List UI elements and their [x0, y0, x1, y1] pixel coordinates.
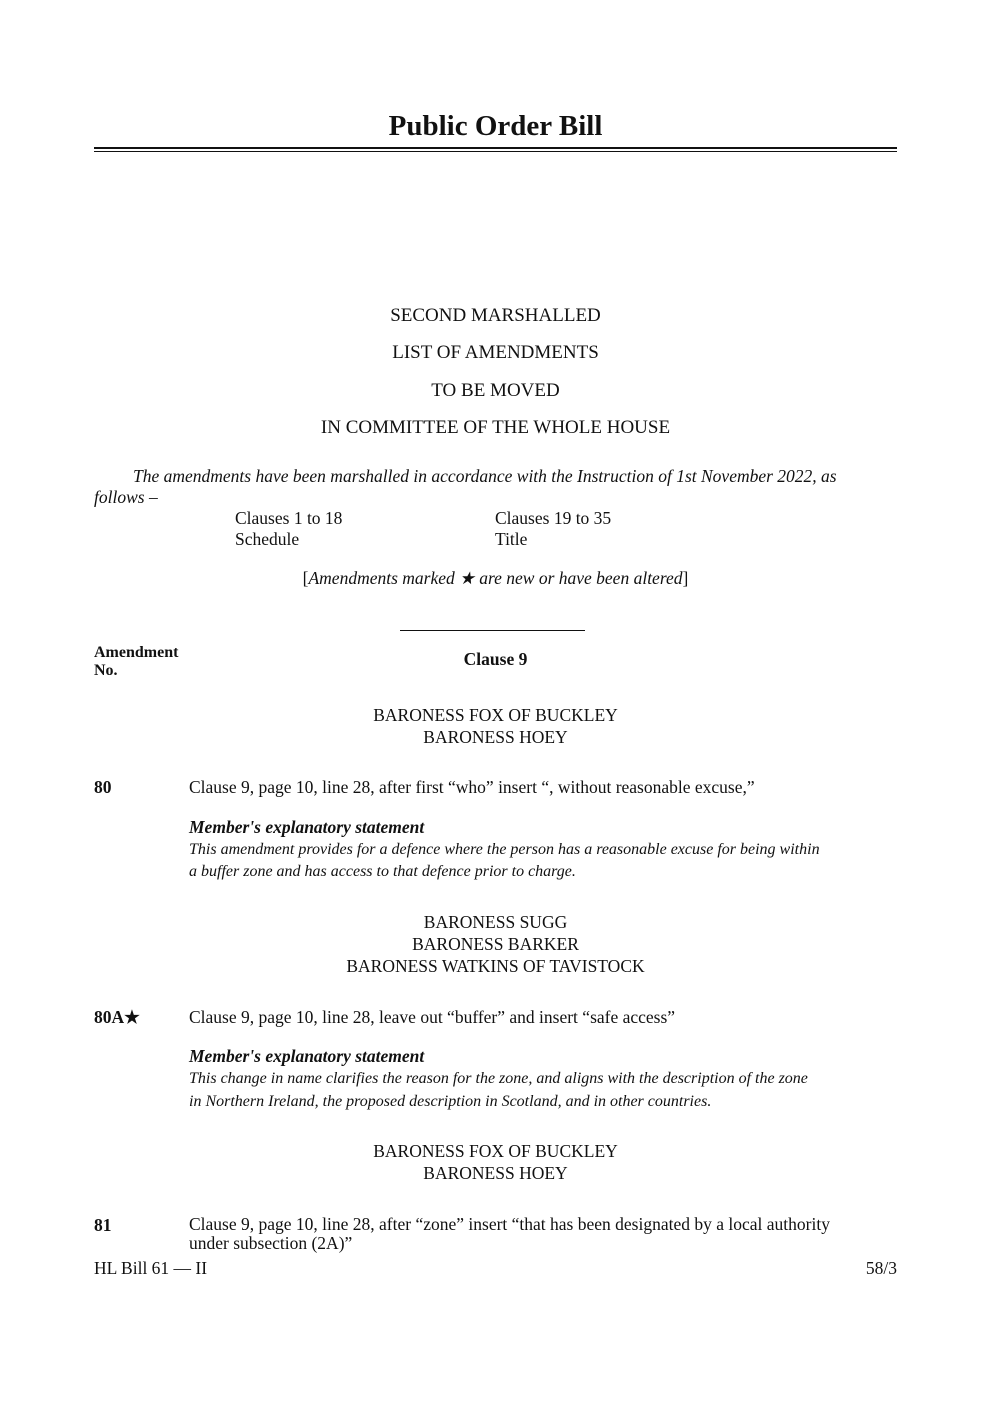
amendment-text: Clause 9, page 10, line 28, after first “who” insert “, without reasonable excuse,” [189, 777, 755, 797]
bracket: [ [302, 568, 309, 588]
amendment-number: 81 [94, 1215, 112, 1235]
statement-label: Member's explanatory statement [189, 817, 425, 837]
member-names [0, 911, 991, 977]
member-name: BARONESS FOX OF BUCKLEY [373, 1141, 618, 1161]
order-item: Clauses 19 to 35 [495, 508, 612, 528]
statement-line: This amendment provides for a defence where the person has a reasonable excuse for being within [189, 841, 820, 858]
heading-line: SECOND MARSHALLED [390, 305, 601, 326]
statement-line: in Northern Ireland, the proposed description in Scotland, and in other countries. [189, 1093, 712, 1110]
note-text: Amendments marked ★ are new or have been altered [308, 568, 683, 588]
bracket: ] [682, 568, 689, 588]
heading-line: TO BE MOVED [431, 380, 560, 401]
page-reference: 58/3 [865, 1258, 897, 1278]
column-header-line: No. [94, 662, 118, 679]
amendment-text [189, 1215, 830, 1253]
amendment-text: Clause 9, page 10, line 28, leave out “buffer” and insert “safe access” [189, 1007, 676, 1027]
column-header-line: Amendment [94, 644, 179, 661]
amendment-text-line: under subsection (2A)” [189, 1233, 353, 1253]
intro-line: follows – [94, 487, 158, 507]
title-rule-bottom [94, 151, 897, 152]
intro-line: The amendments have been marshalled in accordance with the Instruction of 1st November 2022, as [133, 466, 837, 486]
member-name: BARONESS BARKER [412, 934, 579, 954]
member-name: BARONESS SUGG [423, 912, 568, 932]
member-names [0, 1140, 991, 1184]
statement-line: This change in name clarifies the reason for the zone, and aligns with the description of the zone [189, 1070, 808, 1087]
star-note [0, 568, 991, 588]
member-name: BARONESS HOEY [423, 727, 568, 747]
clause-heading: Clause 9 [463, 649, 528, 669]
member-name: BARONESS WATKINS OF TAVISTOCK [346, 956, 645, 976]
amendment-number: 80 [94, 777, 112, 797]
order-item: Schedule [235, 529, 300, 549]
section-rule [400, 630, 585, 631]
bill-number: HL Bill 61 — II [94, 1258, 208, 1278]
document-title: Public Order Bill [388, 110, 603, 142]
member-name: BARONESS HOEY [423, 1163, 568, 1183]
title-rule-top [94, 147, 897, 149]
member-name: BARONESS FOX OF BUCKLEY [373, 705, 618, 725]
statement-label: Member's explanatory statement [189, 1046, 425, 1066]
member-names [0, 704, 991, 748]
explanatory-statement [189, 1067, 808, 1113]
amendment-number: 80A★ [94, 1007, 140, 1027]
order-item: Clauses 1 to 18 [235, 508, 343, 528]
amendment-text-line: Clause 9, page 10, line 28, after “zone” insert “that has been designated by a local authority [189, 1214, 830, 1234]
heading-line: LIST OF AMENDMENTS [392, 342, 599, 363]
heading-line: IN COMMITTEE OF THE WHOLE HOUSE [320, 417, 671, 438]
order-item: Title [495, 529, 528, 549]
explanatory-statement [189, 839, 820, 883]
statement-line: a buffer zone and has access to that defence prior to charge. [189, 863, 576, 880]
